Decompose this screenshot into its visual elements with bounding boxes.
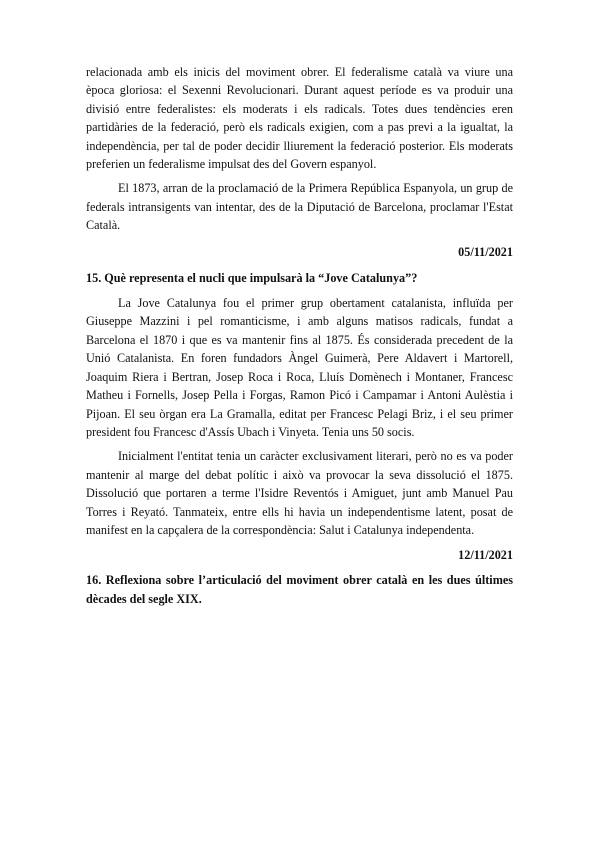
answer-15-paragraph-1: La Jove Catalunya fou el primer grup obertament catalanista, influïda per Giuseppe Mazzini i pel romanticisme, i amb alguns matisos radicals, fundat a Barcelona el 1870 i que es va mantenir fins al 1875. És considerada precedent de la Unió Catalanista. En foren fundadors Àngel Guimerà, Pere Aldavert i Martorell, Joaquim Riera i Bertran, Josep Roca i Roca, Lluís Domènech i Montaner, Francesc Matheu i Fornells, Josep Pella i Forgas, Ramon Picó i Campamar i Antoni Aulèstia i Pijoan. El seu òrgan era La Gramalla, editat per Francesc Pelagi Briz, i el seu primer president fou Francesc d'Assís Ubach i Vinyeta. Tenia uns 50 socis.	[86, 296, 513, 439]
paragraph-1873: El 1873, arran de la proclamació de la Primera República Espanyola, un grup de federals intransigents van intentar, des de la Diputació de Barcelona, proclamar l'Estat Català.	[86, 181, 513, 233]
question-16-heading: 16. Reflexiona sobre l’articulació del moviment obrer català en les dues últimes dècades del segle XIX.	[86, 573, 513, 606]
date-heading-2: 12/11/2021	[458, 548, 513, 563]
intro-paragraph: relacionada amb els inicis del moviment obrer. El federalisme català va viure una època gloriosa: el Sexenni Revolucionari. Durant aquest període es va produir una divisió entre federalistes: els moderats i els radicals. Totes dues tendències eren partidàries de la federació, però els radicals exigien, com a pas previ a la igualtat, la independència, per tal de poder decidir lliurement la federació posterior. Els moderats preferien un federalisme impulsat des del Govern espanyol.	[86, 65, 513, 172]
question-15-heading: 15. Què representa el nucli que impulsarà la “Jove Catalunya”?	[86, 270, 418, 285]
answer-15-paragraph-2: Inicialment l'entitat tenia un caràcter exclusivament literari, però no es va poder mantenir al marge del debat polític i això va provocar la seva dissolució el 1875. Dissolució que portaren a terme l'Isidre Reventós i Amiguet, junt amb Manuel Pau Torres i Reyató. Tanmateix, entre ells hi havia un independentisme latent, posat de manifest en la capçalera de la correspondència: Salut i Catalunya independenta.	[86, 449, 513, 537]
date-heading-1: 05/11/2021	[458, 244, 513, 259]
